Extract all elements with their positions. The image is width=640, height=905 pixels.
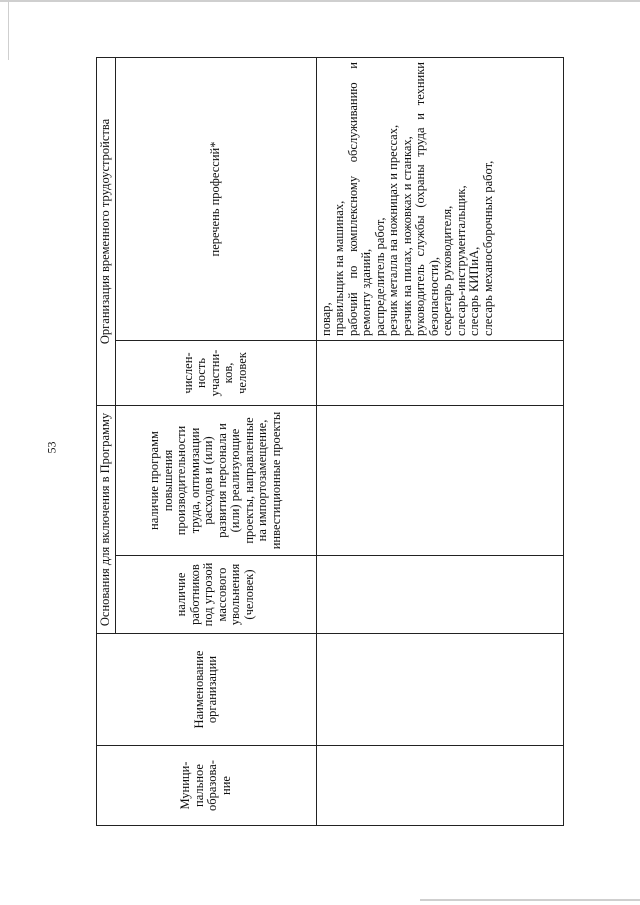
- scan-left-edge: [8, 0, 9, 60]
- scan-top-edge: [0, 0, 640, 2]
- cell-participants: [316, 341, 564, 406]
- profession-item: повар,: [318, 302, 333, 336]
- profession-item: резчик металла на ножницах и прессах,: [386, 124, 400, 336]
- header-programs: наличие программ повышения производительности труда, оптимизации расходов и (или) развития персонала и (или) реализующие проекты, направленные на импортозамещение, инвестиционные проекты: [115, 406, 316, 556]
- profession-item: распределитель работ,: [372, 217, 387, 336]
- cell-organization: [316, 634, 564, 746]
- profession-item: правильщик на машинах,: [332, 200, 346, 336]
- header-municipality: Муници- пальное образова- ние: [97, 746, 317, 826]
- profession-item: резчик на пилах, ножовках и станках,: [399, 136, 414, 336]
- header-temp-employment: Организация временного трудоустройства: [97, 58, 116, 406]
- cell-workers-at-risk: [316, 556, 564, 634]
- header-grounds: Основания для включения в Программу: [97, 406, 116, 634]
- cell-municipality: [316, 746, 564, 826]
- scan-bottom-edge: [420, 899, 640, 901]
- profession-item: слесарь механосборочных работ,: [480, 160, 495, 336]
- cell-professions: [316, 58, 564, 341]
- profession-item: слесарь-инструментальщик,: [453, 185, 468, 336]
- rotated-page: [96, 58, 564, 826]
- employment-table: [96, 57, 564, 826]
- header-organization: Наименование организации: [97, 634, 317, 746]
- header-participants: числен- ность участни- ков, человек: [115, 341, 316, 406]
- header-professions: перечень профессий*: [115, 58, 316, 341]
- header-workers-at-risk: наличие работников под угрозой массового увольнения (человек): [115, 556, 316, 634]
- profession-item: секретарь руководителя,: [440, 205, 454, 336]
- profession-item: слесарь КИПиА,: [467, 246, 481, 336]
- page-number: 53: [44, 441, 59, 454]
- cell-programs: [316, 406, 564, 556]
- profession-item: рабочий по комплексному обслуживанию и ремонту зданий,: [345, 62, 373, 336]
- profession-item: руководитель службы (охраны труда и техники безопасности),: [413, 62, 441, 336]
